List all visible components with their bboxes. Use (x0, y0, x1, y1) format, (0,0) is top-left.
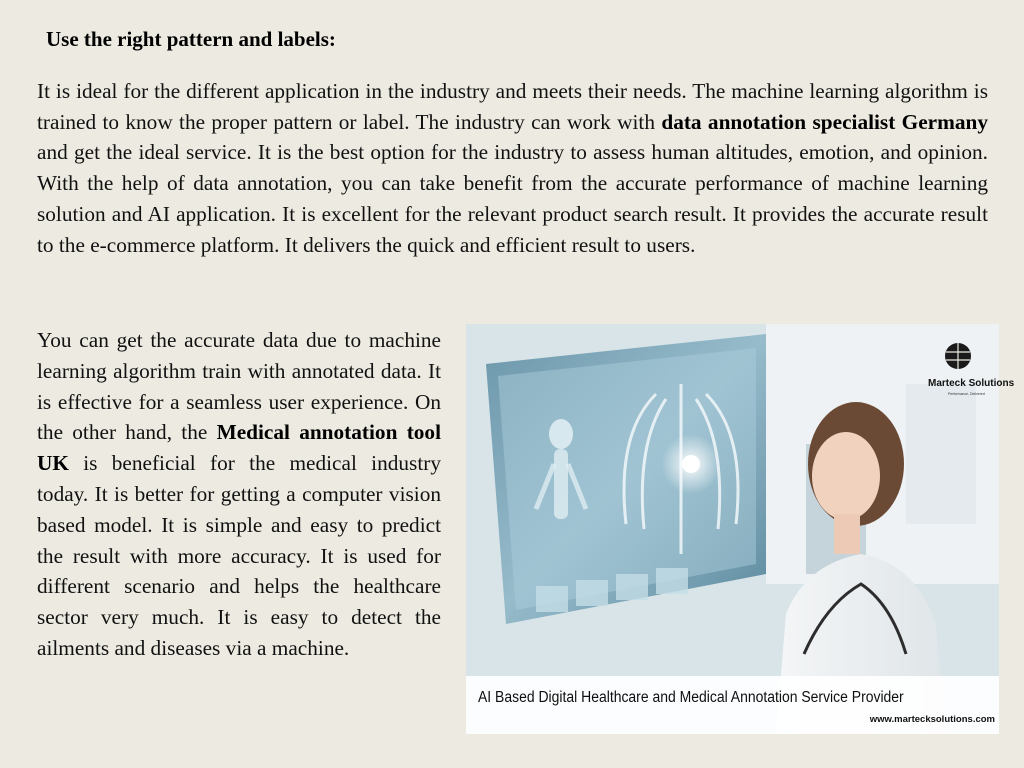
promo-image (466, 324, 1015, 734)
paragraph-1-bold-keyword: data annotation specialist Germany (661, 109, 988, 134)
logo-name: Marteck Solutions (928, 378, 1015, 389)
section-heading: Use the right pattern and labels: (46, 27, 336, 51)
promo-illustration (466, 324, 999, 734)
paragraph-1-text-b: and get the ideal service. It is the best option for the industry to assess human altitudes, emotion, and opinion. With the help of data annotation, you can take benefit from the accurate performance of machine learning solution and AI application. It is excellent for the relevant product search result. It provides the accurate result to the e-commerce platform. It delivers the quick and efficient result to users. (37, 140, 988, 257)
paragraph-2-text-b: is beneficial for the medical industry today. It is better for getting a computer vision based model. It is simple and easy to predict the result with more accuracy. It is used for different scenario and helps the healthcare sector very much. It is easy to detect the ailments and diseases via a machine. (37, 451, 441, 660)
paragraph-1 (37, 76, 988, 260)
banner-url: www.martecksolutions.com (869, 714, 995, 725)
promo-banner (466, 676, 999, 734)
logo-tagline: Performance, Delivered (948, 392, 985, 396)
paragraph-1-text-a: It is ideal for the different application in the industry and meets their needs. The machine learning algorithm is trained to know the proper pattern or label. The industry can work with (37, 79, 988, 134)
paragraph-2 (37, 325, 441, 664)
paragraph-2-text-a: You can get the accurate data due to machine learning algorithm train with annotated data. It is effective for a seamless user experience. On the other hand, the (37, 328, 441, 445)
banner-title: AI Based Digital Healthcare and Medical Annotation Service Provider (478, 689, 904, 706)
paragraph-2-bold-keyword: Medical annotation tool UK (37, 420, 441, 476)
